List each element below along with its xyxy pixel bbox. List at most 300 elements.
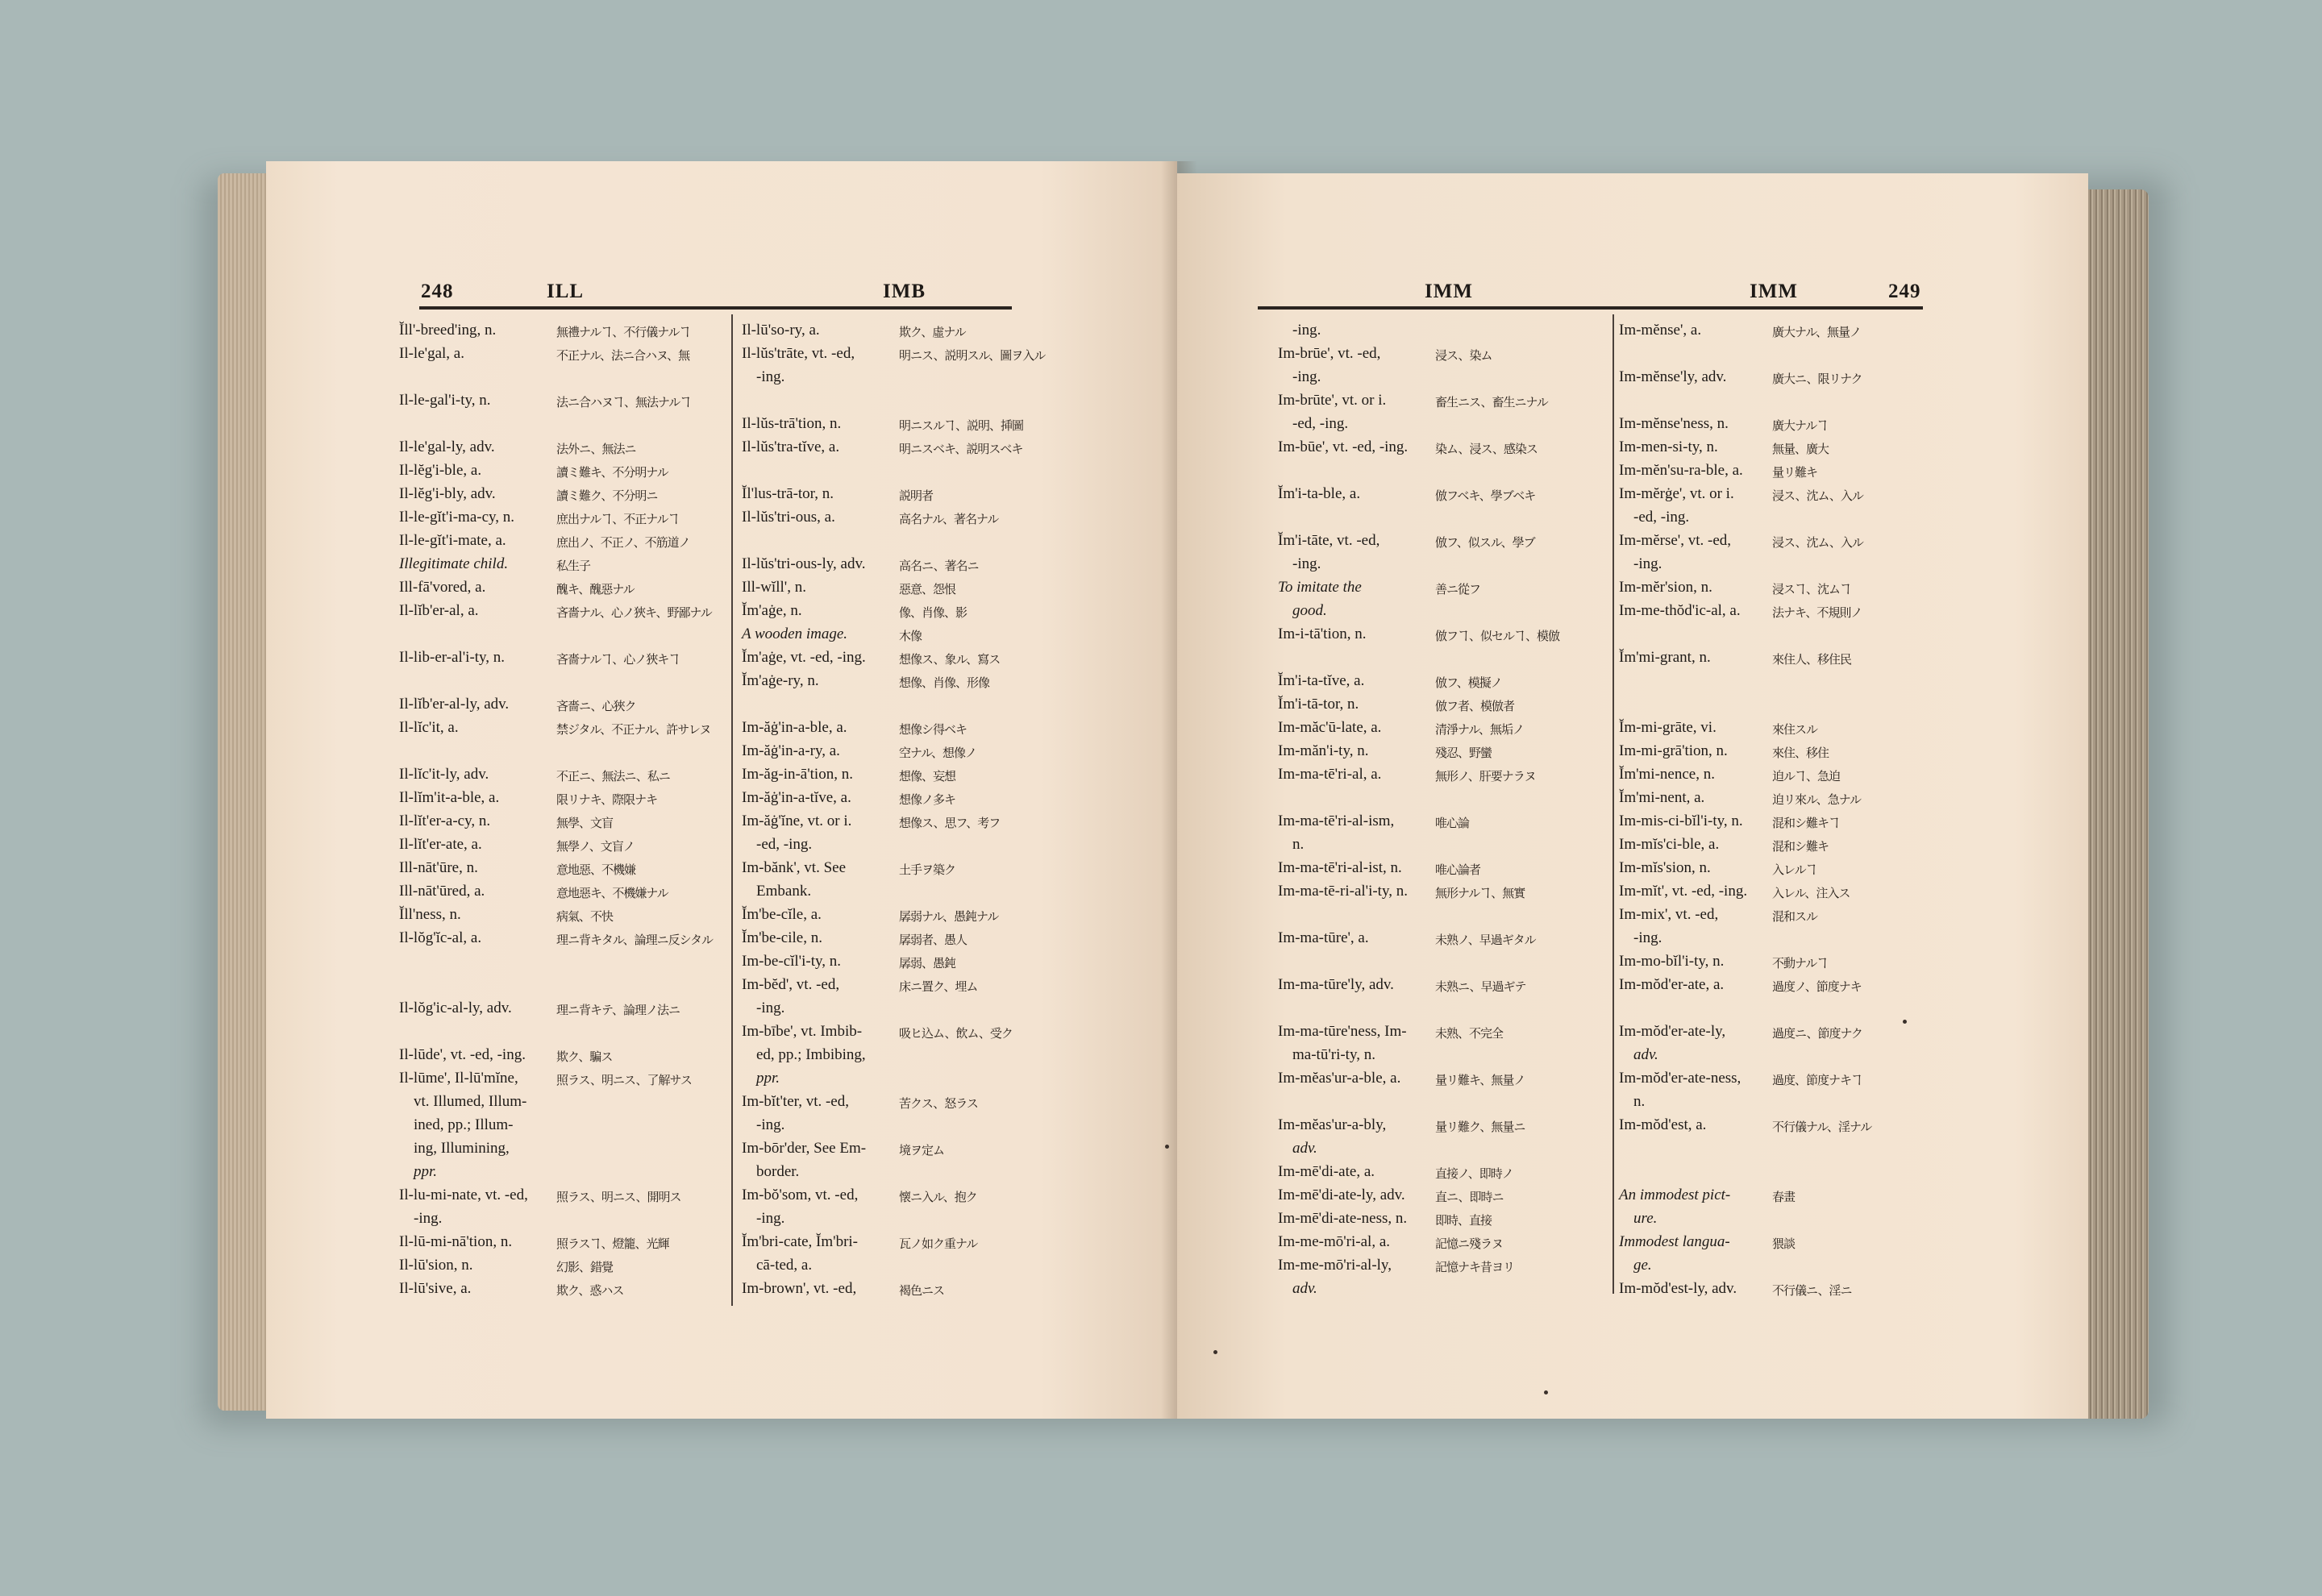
dictionary-entry (1619, 622, 1941, 646)
header-rule-right (1258, 306, 1923, 310)
japanese-gloss: 欺ク、惑ハス (556, 1283, 624, 1298)
headword: -ed, -ing. (1292, 415, 1349, 432)
dictionary-entry (742, 879, 1064, 903)
dictionary-entry (1619, 646, 1941, 669)
headword: Ĭll'-breed'ing, n. (399, 322, 497, 339)
headword: Im-bĕd', vt. -ed, (742, 976, 840, 993)
headword: Embank. (756, 883, 812, 900)
headword: Ĭm'be-cĭle, a. (742, 906, 822, 923)
japanese-gloss: 照ラス、明ニス、了解サス (556, 1073, 692, 1087)
headword: Ill-nāt'ūre, n. (399, 859, 478, 876)
headword: Il-lŭs'tri-ous-ly, adv. (742, 555, 866, 572)
dictionary-entry (1278, 856, 1600, 879)
japanese-gloss: 病氣、不快 (556, 909, 614, 924)
japanese-gloss: 私生子 (556, 559, 591, 573)
dictionary-entry (1278, 342, 1600, 365)
dictionary-entry (399, 435, 722, 459)
dictionary-entry (1619, 576, 1941, 599)
japanese-gloss: 法ナキ、不規則ノ (1772, 605, 1862, 620)
headword: ppr. (414, 1163, 438, 1180)
dictionary-entry (1278, 879, 1600, 903)
headword: Im-ma-tūre'ly, adv. (1278, 976, 1394, 993)
japanese-gloss: 想像ス、思フ、考フ (899, 816, 1001, 830)
dictionary-entry (742, 809, 1064, 833)
japanese-gloss: 説明者 (899, 488, 934, 503)
headword: Im-ma-tē'ri-al, a. (1278, 766, 1382, 783)
headword: Im-mĕnse', a. (1619, 322, 1702, 339)
dictionary-entry (1278, 1183, 1600, 1207)
headword: Im-mi-grā'tion, n. (1619, 742, 1728, 759)
dictionary-entry (1619, 903, 1941, 926)
headword: ing, Illumining, (414, 1140, 510, 1157)
japanese-gloss: 畜生ニス、畜生ニナル (1435, 395, 1548, 409)
japanese-gloss: 倣フ、似スル、學ブ (1435, 535, 1535, 550)
headword: ure. (1633, 1210, 1658, 1227)
headword: Im-i-tā'tion, n. (1278, 626, 1367, 642)
japanese-gloss: 未熟ノ、早過ギタル (1435, 933, 1536, 947)
dictionary-entry (1278, 716, 1600, 739)
headword: Im-me-mō'ri-al-ly, (1278, 1257, 1392, 1274)
dictionary-entry (1278, 1113, 1600, 1137)
dictionary-entry (742, 950, 1064, 973)
dictionary-entry (1619, 459, 1941, 482)
headword: ma-tū'ri-ty, n. (1292, 1046, 1375, 1063)
dictionary-entry (1278, 646, 1600, 669)
headword: Im-brūe', vt. -ed, (1278, 345, 1381, 362)
headword: -ing. (756, 1000, 785, 1016)
japanese-gloss: 想像、妄想 (899, 769, 956, 783)
japanese-gloss: 懐ニ入ル、抱ク (899, 1190, 977, 1204)
dictionary-entry (399, 552, 722, 576)
dictionary-entry (742, 389, 1064, 412)
dictionary-entry (1278, 365, 1600, 389)
headword: Ĭm'mi-grant, n. (1619, 649, 1711, 666)
running-head-imb: IMB (883, 281, 926, 302)
dictionary-entry (1619, 973, 1941, 996)
japanese-gloss: 理ニ背キタル、論理ニ反シタル (556, 933, 714, 947)
headword: good. (1292, 602, 1327, 619)
dictionary-entry (1619, 739, 1941, 763)
headword: ined, pp.; Illum- (414, 1116, 514, 1133)
dictionary-entry (399, 389, 722, 412)
dictionary-entry (1278, 529, 1600, 552)
left-page-column-1 (399, 318, 722, 1300)
japanese-gloss: 來住人、移住民 (1772, 652, 1852, 667)
headword: Il-lŭs'trāte, vt. -ed, (742, 345, 855, 362)
dictionary-entry (1619, 763, 1941, 786)
dictionary-entry (1619, 435, 1941, 459)
dictionary-entry (399, 856, 722, 879)
headword: Ĭm'i-ta-ble, a. (1278, 485, 1361, 502)
dictionary-entry (399, 1160, 722, 1183)
dictionary-entry (399, 973, 722, 996)
dictionary-entry (399, 809, 722, 833)
dictionary-entry (1278, 926, 1600, 950)
headword: adv. (1292, 1280, 1317, 1297)
left-page-column-2 (742, 318, 1064, 1300)
dictionary-entry (742, 1090, 1064, 1113)
dictionary-entry (742, 763, 1064, 786)
headword: -ed, -ing. (1633, 509, 1690, 526)
japanese-gloss: 無形ノ、肝要ナラヌ (1435, 769, 1536, 783)
dictionary-entry (399, 1277, 722, 1300)
dictionary-entry (1278, 482, 1600, 505)
page-number-left: 248 (421, 281, 454, 302)
headword: Il-le'gal-ly, adv. (399, 438, 495, 455)
dictionary-entry (1278, 599, 1600, 622)
japanese-gloss: 床ニ置ク、埋ム (899, 979, 978, 994)
dictionary-entry (1278, 552, 1600, 576)
dictionary-entry (742, 973, 1064, 996)
headword: Il-lĕg'i-ble, a. (399, 462, 482, 479)
dictionary-entry (742, 692, 1064, 716)
japanese-gloss: 倣フヿ、似セルヿ、模倣 (1435, 629, 1560, 643)
japanese-gloss: 浸ス、染ム (1435, 348, 1492, 363)
japanese-gloss: 法外ニ、無法ニ (556, 442, 636, 456)
dictionary-entry (1278, 996, 1600, 1020)
japanese-gloss: 量リ難キ、無量ノ (1435, 1073, 1525, 1087)
headword: Im-mĕas'ur-a-bly, (1278, 1116, 1387, 1133)
dictionary-entry (399, 1020, 722, 1043)
japanese-gloss: 限リナキ、際限ナキ (556, 792, 658, 807)
dictionary-entry (742, 482, 1064, 505)
headword: adv. (1633, 1046, 1658, 1063)
japanese-gloss: 照ラス、明ニス、開明ス (556, 1190, 681, 1204)
dictionary-entry (742, 365, 1064, 389)
japanese-gloss: 木像 (899, 629, 922, 643)
dictionary-entry (1619, 879, 1941, 903)
headword: Il-lŏg'ic-al-ly, adv. (399, 1000, 512, 1016)
japanese-gloss: 惡意、怨恨 (899, 582, 956, 596)
japanese-gloss: 廣大ナルヿ (1772, 418, 1829, 433)
dictionary-entry (742, 599, 1064, 622)
headword: Im-mo-bĭl'i-ty, n. (1619, 953, 1725, 970)
japanese-gloss: 想像シ得ベキ (899, 722, 968, 737)
dictionary-entry (1278, 809, 1600, 833)
dictionary-entry (1619, 1253, 1941, 1277)
japanese-gloss: 記憶ニ殘ラヌ (1435, 1236, 1503, 1251)
headword: Ĭm'mi-nent, a. (1619, 789, 1705, 806)
japanese-gloss: 不正ニ、無法ニ、私ニ (556, 769, 670, 783)
dictionary-entry (1278, 1066, 1600, 1090)
headword: -ing. (1292, 368, 1321, 385)
japanese-gloss: 孱弱、愚鈍 (899, 956, 956, 970)
japanese-gloss: 即時、直接 (1435, 1213, 1492, 1228)
japanese-gloss: 高名ナル、著名ナル (899, 512, 999, 526)
headword: An immodest pict- (1619, 1187, 1731, 1203)
headword: Im-mĭs'sion, n. (1619, 859, 1711, 876)
dictionary-entry (1619, 856, 1941, 879)
dictionary-entry (1278, 833, 1600, 856)
running-head-imm-left: IMM (1425, 281, 1473, 302)
dictionary-entry (1619, 692, 1941, 716)
dictionary-entry (1278, 622, 1600, 646)
dictionary-entry (399, 482, 722, 505)
headword: Im-mĕnse'ly, adv. (1619, 368, 1727, 385)
dictionary-entry (1278, 669, 1600, 692)
japanese-gloss: 過度ノ、節度ナキ (1772, 979, 1862, 994)
japanese-gloss: 來住スル (1772, 722, 1818, 737)
headword: Ill-wĭll', n. (742, 579, 806, 596)
headword: Ĭm-mi-grāte, vi. (1619, 719, 1717, 736)
headword: Ill-fā'vored, a. (399, 579, 486, 596)
headword: Im-bōr'der, See Em- (742, 1140, 867, 1157)
headword: Il-lĭc'it-ly, adv. (399, 766, 489, 783)
japanese-gloss: 庶出ナルヿ、不正ナルヿ (556, 512, 680, 526)
headword: Im-ma-tē'ri-al-ism, (1278, 813, 1395, 829)
headword: Im-mĕr'sion, n. (1619, 579, 1712, 596)
dictionary-entry (399, 1113, 722, 1137)
dictionary-entry (1619, 716, 1941, 739)
headword: Ĭll'ness, n. (399, 906, 461, 923)
dictionary-entry (399, 1183, 722, 1207)
dictionary-entry (399, 879, 722, 903)
japanese-gloss: 倣フ、模擬ノ (1435, 675, 1502, 690)
japanese-gloss: 像、肖像、影 (899, 605, 968, 620)
ink-speck (1213, 1350, 1217, 1354)
japanese-gloss: 過度ニ、節度ナク (1772, 1026, 1862, 1041)
dictionary-entry (399, 1090, 722, 1113)
headword: Im-ăġ'in-a-ry, a. (742, 742, 840, 759)
japanese-gloss: 猥談 (1772, 1236, 1796, 1251)
japanese-gloss: 空ナル、想像ノ (899, 746, 977, 760)
japanese-gloss: 境ヲ定ム (899, 1143, 945, 1158)
japanese-gloss: 法ニ合ハヌヿ、無法ナルヿ (556, 395, 692, 409)
japanese-gloss: 無形ナルヿ、無實 (1435, 886, 1525, 900)
headword: Ĭm'i-tā-tor, n. (1278, 696, 1359, 713)
dictionary-entry (1278, 692, 1600, 716)
dictionary-entry (1278, 1207, 1600, 1230)
headword: ge. (1633, 1257, 1652, 1274)
headword: n. (1633, 1093, 1646, 1110)
running-head-ill: ILL (547, 281, 585, 302)
dictionary-entry (399, 365, 722, 389)
japanese-gloss: 意地惡、不機嫌 (556, 862, 636, 877)
dictionary-entry (399, 599, 722, 622)
japanese-gloss: 不動ナルヿ (1772, 956, 1829, 970)
dictionary-entry (1278, 1277, 1600, 1300)
headword: Il-lūde', vt. -ed, -ing. (399, 1046, 526, 1063)
japanese-gloss: 讀ミ難ク、不分明ニ (556, 488, 658, 503)
japanese-gloss: 迫ルヿ、急迫 (1772, 769, 1841, 783)
headword: Im-men-si-ty, n. (1619, 438, 1718, 455)
dictionary-entry (399, 692, 722, 716)
dictionary-entry (742, 505, 1064, 529)
japanese-gloss: 理ニ背キテ、論理ノ法ニ (556, 1003, 680, 1017)
headword: Im-brown', vt. -ed, (742, 1280, 857, 1297)
headword: -ing. (1633, 555, 1662, 572)
japanese-gloss: 苦クス、怒ラス (899, 1096, 978, 1111)
dictionary-entry (1619, 1207, 1941, 1230)
headword: Il-lū'sive, a. (399, 1280, 472, 1297)
headword: Im-ma-tūre'ness, Im- (1278, 1023, 1407, 1040)
headword: Im-mis-ci-bĭl'i-ty, n. (1619, 813, 1743, 829)
dictionary-entry (1619, 389, 1941, 412)
headword: vt. Illumed, Illum- (414, 1093, 527, 1110)
japanese-gloss: 褐色ニス (899, 1283, 945, 1298)
dictionary-entry (399, 576, 722, 599)
dictionary-entry (1278, 786, 1600, 809)
dictionary-entry (742, 1020, 1064, 1043)
headword: -ing. (1292, 555, 1321, 572)
headword: Im-mŏd'est-ly, adv. (1619, 1280, 1737, 1297)
headword: Im-ma-tē'ri-al-ist, n. (1278, 859, 1402, 876)
headword: Im-bĭt'ter, vt. -ed, (742, 1093, 849, 1110)
japanese-gloss: 混和シ難キヿ (1772, 816, 1841, 830)
japanese-gloss: 混和シ難キ (1772, 839, 1829, 854)
running-head-imm-right: IMM (1750, 281, 1798, 302)
ink-speck (1903, 1020, 1907, 1024)
dictionary-entry (742, 1066, 1064, 1090)
dictionary-entry (1619, 552, 1941, 576)
headword: Im-ăġ'ĭne, vt. or i. (742, 813, 852, 829)
dictionary-entry (1619, 1137, 1941, 1160)
japanese-gloss: 廣大ナル、無量ノ (1772, 325, 1862, 339)
headword: Im-mĕnse'ness, n. (1619, 415, 1729, 432)
dictionary-entry (742, 412, 1064, 435)
headword: -ing. (1292, 322, 1321, 339)
left-page (266, 161, 1177, 1419)
headword: -ing. (756, 368, 785, 385)
dictionary-entry (399, 716, 722, 739)
japanese-gloss: 清淨ナル、無垢ノ (1435, 722, 1525, 737)
dictionary-entry (1278, 1043, 1600, 1066)
headword: Ĭm'i-ta-tĭve, a. (1278, 672, 1365, 689)
japanese-gloss: 無量、廣大 (1772, 442, 1829, 456)
headword: Im-mē'di-ate-ly, adv. (1278, 1187, 1405, 1203)
headword: Il-lū'so-ry, a. (742, 322, 820, 339)
japanese-gloss: 倣フ者、模倣者 (1435, 699, 1515, 713)
right-page-column-2 (1619, 318, 1941, 1300)
dictionary-entry (1278, 1230, 1600, 1253)
dictionary-entry (742, 1160, 1064, 1183)
dictionary-entry (1619, 482, 1941, 505)
headword: Ĭm'be-cile, n. (742, 929, 822, 946)
headword: Ĭm'aġe, n. (742, 602, 802, 619)
japanese-gloss: 染ム、浸ス、感染ス (1435, 442, 1538, 456)
dictionary-entry (742, 1277, 1064, 1300)
japanese-gloss: 欺ク、虛ナル (899, 325, 966, 339)
dictionary-entry (399, 505, 722, 529)
japanese-gloss: 唯心論 (1435, 816, 1470, 830)
japanese-gloss: 高名ニ、著名ニ (899, 559, 979, 573)
dictionary-entry (399, 1066, 722, 1090)
headword: Im-me-thŏd'ic-al, a. (1619, 602, 1741, 619)
japanese-gloss: 孱弱ナル、愚鈍ナル (899, 909, 999, 924)
headword: -ing. (1633, 929, 1662, 946)
dictionary-entry (742, 1043, 1064, 1066)
headword: Il-lŭs'tri-ous, a. (742, 509, 835, 526)
dictionary-entry (1619, 412, 1941, 435)
dictionary-entry (1278, 412, 1600, 435)
headword: Il-lĕg'i-bly, adv. (399, 485, 496, 502)
dictionary-entry (1278, 389, 1600, 412)
japanese-gloss: 吝嗇ナルヿ、心ノ狹キヿ (556, 652, 680, 667)
headword: -ing. (414, 1210, 443, 1227)
dictionary-entry (399, 786, 722, 809)
dictionary-entry (742, 552, 1064, 576)
japanese-gloss: 不行儀ナル、淫ナル (1772, 1120, 1872, 1134)
japanese-gloss: 唯心論者 (1435, 862, 1481, 877)
dictionary-entry (399, 1043, 722, 1066)
headword: Im-me-mō'ri-al, a. (1278, 1233, 1391, 1250)
dictionary-entry (1619, 1090, 1941, 1113)
headword: Il-lib-er-al'i-ty, n. (399, 649, 506, 666)
dictionary-entry (1619, 1113, 1941, 1137)
japanese-gloss: 過度、節度ナキヿ (1772, 1073, 1863, 1087)
japanese-gloss: 吸ヒ込ム、飲ム、受ク (899, 1026, 1013, 1041)
headword: Il-lĭc'it, a. (399, 719, 459, 736)
dictionary-entry (742, 576, 1064, 599)
headword: Immodest langua- (1619, 1233, 1730, 1250)
japanese-gloss: 意地惡キ、不機嫌ナル (556, 886, 668, 900)
japanese-gloss: 混和スル (1772, 909, 1818, 924)
dictionary-entry (399, 459, 722, 482)
headword: Il-le'gal, a. (399, 345, 464, 362)
headword: -ing. (756, 1210, 785, 1227)
japanese-gloss: 想像ス、象ル、寫ス (899, 652, 1001, 667)
dictionary-entry (1278, 950, 1600, 973)
headword: Im-mĕrse', vt. -ed, (1619, 532, 1732, 549)
dictionary-entry (1619, 318, 1941, 342)
headword: Im-ma-tūre', a. (1278, 929, 1369, 946)
headword: Ĭl'lus-trā-tor, n. (742, 485, 834, 502)
japanese-gloss: 禁ジタル、不正ナル、許サレヌ (556, 722, 711, 737)
dictionary-entry (399, 669, 722, 692)
japanese-gloss: 未熟、不完全 (1435, 1026, 1504, 1041)
japanese-gloss: 無禮ナルヿ、不行儀ナルヿ (556, 325, 691, 339)
dictionary-entry (399, 996, 722, 1020)
japanese-gloss: 想像ノ多キ (899, 792, 956, 807)
headword: Im-bănk', vt. See (742, 859, 847, 876)
headword: Im-ăġ'in-a-ble, a. (742, 719, 847, 736)
dictionary-entry (1278, 435, 1600, 459)
japanese-gloss: 不正ナル、法ニ合ハヌ、無 (556, 348, 690, 363)
dictionary-entry (742, 786, 1064, 809)
japanese-gloss: 不行儀ニ、淫ニ (1772, 1283, 1852, 1298)
japanese-gloss: 浸スヿ、沈ムヿ (1772, 582, 1852, 596)
japanese-gloss: 讀ミ難キ、不分明ナル (556, 465, 668, 480)
dictionary-entry (399, 1230, 722, 1253)
headword: Illegitimate child. (399, 555, 509, 572)
dictionary-entry (742, 1113, 1064, 1137)
headword: n. (1292, 836, 1305, 853)
dictionary-entry (1619, 1020, 1941, 1043)
headword: Im-būe', vt. -ed, -ing. (1278, 438, 1409, 455)
japanese-gloss: 吝嗇ナル、心ノ狹キ、野鄙ナル (556, 605, 712, 620)
headword: Il-le-gal'i-ty, n. (399, 392, 491, 409)
dictionary-entry (742, 1253, 1064, 1277)
dictionary-entry (742, 716, 1064, 739)
headword: Im-mĕas'ur-a-ble, a. (1278, 1070, 1401, 1087)
dictionary-entry (742, 926, 1064, 950)
japanese-gloss: 入レルヿ (1772, 862, 1817, 877)
dictionary-entry (1278, 1253, 1600, 1277)
headword: border. (756, 1163, 800, 1180)
headword: Il-lŏg'ĭc-al, a. (399, 929, 482, 946)
headword: Im-mix', vt. -ed, (1619, 906, 1719, 923)
dictionary-entry (399, 833, 722, 856)
japanese-gloss: 浸ス、沈ム、入ル (1772, 488, 1863, 503)
japanese-gloss: 無學、文盲 (556, 816, 614, 830)
headword: Im-măc'ū-late, a. (1278, 719, 1382, 736)
headword: Il-lū'sion, n. (399, 1257, 473, 1274)
headword: Im-bŏ'som, vt. -ed, (742, 1187, 859, 1203)
dictionary-entry (742, 856, 1064, 879)
dictionary-entry (399, 926, 722, 950)
headword: Il-le-gĭt'i-ma-cy, n. (399, 509, 515, 526)
column-divider-left (731, 314, 733, 1306)
